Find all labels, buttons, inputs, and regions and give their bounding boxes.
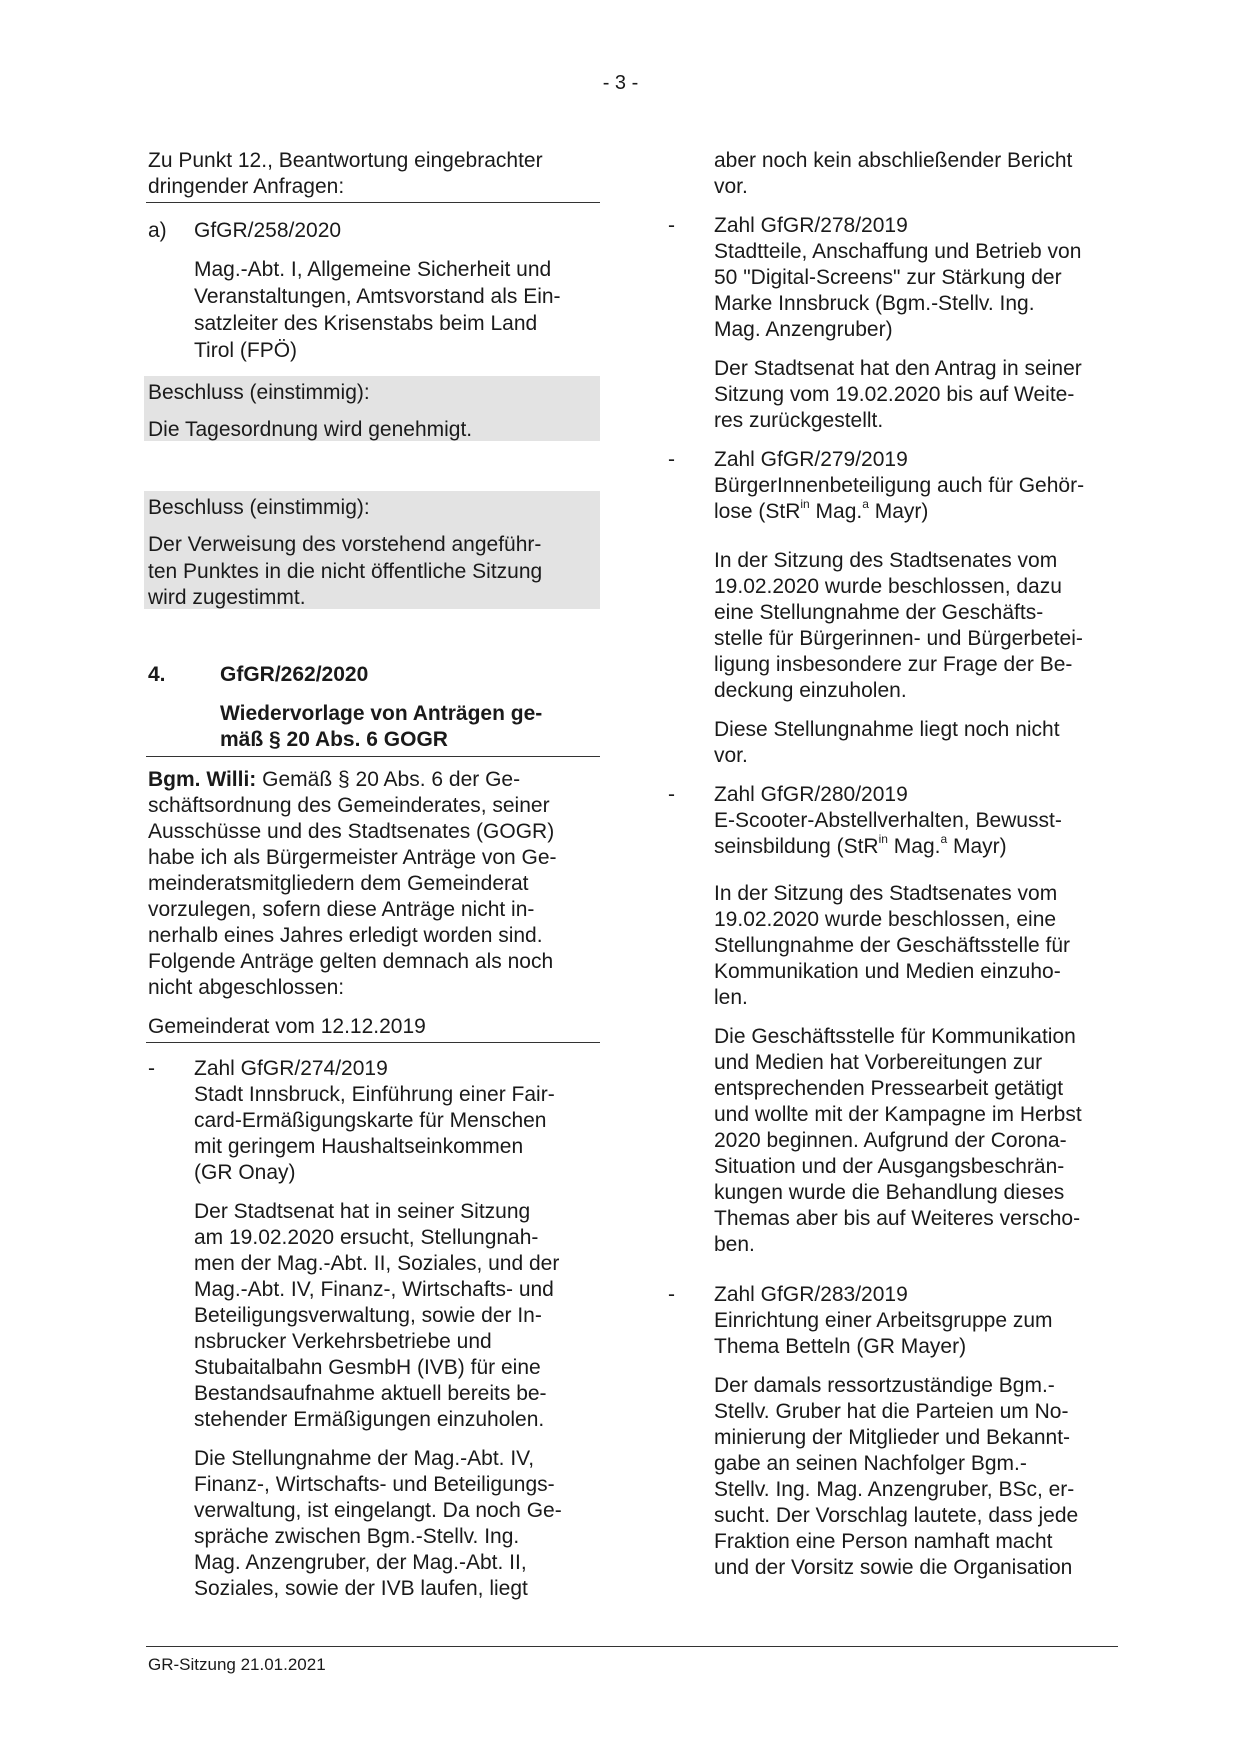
- speech-line: Ausschüsse und des Stadtsenates (GOGR): [148, 820, 555, 843]
- entry-280-paragraph: Themas aber bis auf Weiteres verscho-: [714, 1207, 1081, 1230]
- entry-283-paragraph: Stellv. Gruber hat die Parteien um No-: [714, 1400, 1069, 1423]
- list-dash: -: [668, 783, 675, 806]
- entry-278-paragraph: Sitzung vom 19.02.2020 bis auf Weite-: [714, 383, 1075, 406]
- section-code: GfGR/262/2020: [220, 663, 369, 686]
- entry-278-line: 50 "Digital-Screens" zur Stärkung der: [714, 266, 1062, 289]
- entry-280-line: Zahl GfGR/280/2019: [714, 783, 908, 806]
- item-a-line: Tirol (FPÖ): [194, 339, 298, 362]
- entry-274-line: Stadt Innsbruck, Einführung einer Fair-: [194, 1083, 555, 1106]
- entry-274-line: mit geringem Haushaltseinkommen: [194, 1135, 524, 1158]
- superscript: a: [940, 832, 948, 846]
- entry-274-paragraph: Stubaitalbahn GesmbH (IVB) für eine: [194, 1356, 541, 1379]
- entry-274-paragraph: Beteiligungsverwaltung, sowie der In-: [194, 1304, 542, 1327]
- item-a-line: Veranstaltungen, Amtsvorstand als Ein-: [194, 285, 561, 308]
- entry-274-paragraph: Die Stellungnahme der Mag.-Abt. IV,: [194, 1447, 535, 1470]
- entry-283-line: Zahl GfGR/283/2019: [714, 1283, 908, 1306]
- speech-line: meinderatsmitgliedern dem Gemeinderat: [148, 872, 529, 895]
- entry-278-paragraph: res zurückgestellt.: [714, 409, 884, 432]
- entry-280-paragraph: Situation und der Ausgangsbeschrän-: [714, 1155, 1065, 1178]
- item-a-marker: a): [148, 219, 167, 242]
- speech-line: habe ich als Bürgermeister Anträge von Ge-: [148, 846, 557, 869]
- entry-274-paragraph: am 19.02.2020 ersucht, Stellungnah-: [194, 1226, 539, 1249]
- agenda-heading-line-1: Zu Punkt 12., Beantwortung eingebrachter: [148, 149, 543, 172]
- entry-283-line: Thema Betteln (GR Mayer): [714, 1335, 967, 1358]
- list-dash: -: [148, 1057, 155, 1080]
- entry-274-paragraph: men der Mag.-Abt. II, Soziales, und der: [194, 1252, 560, 1275]
- list-dash: -: [668, 1283, 675, 1306]
- entry-280-paragraph: 19.02.2020 wurde beschlossen, eine: [714, 908, 1057, 931]
- page-number: - 3 -: [602, 72, 639, 94]
- entry-279-line: Zahl GfGR/279/2019: [714, 448, 908, 471]
- beschluss-title: Beschluss (einstimmig):: [148, 381, 370, 404]
- entry-280-paragraph: kungen wurde die Behandlung dieses: [714, 1181, 1065, 1204]
- entry-280-paragraph: len.: [714, 986, 748, 1009]
- continuation-line: aber noch kein abschließender Bericht: [714, 149, 1073, 172]
- beschluss-text: Die Tagesordnung wird genehmigt.: [148, 418, 473, 441]
- entry-278-line: Mag. Anzengruber): [714, 318, 893, 341]
- entry-283-paragraph: Stellv. Ing. Mag. Anzengruber, BSc, er-: [714, 1478, 1075, 1501]
- beschluss-text: ten Punktes in die nicht öffentliche Sitzung: [148, 560, 543, 583]
- entry-280-paragraph: In der Sitzung des Stadtsenates vom: [714, 882, 1058, 905]
- item-a-line: satzleiter des Krisenstabs beim Land: [194, 312, 538, 335]
- agenda-heading-line-2: dringender Anfragen:: [148, 175, 345, 198]
- entry-283-line: Einrichtung einer Arbeitsgruppe zum: [714, 1309, 1053, 1332]
- text-part: Mayr): [947, 835, 1007, 858]
- entry-283-paragraph: gabe an seinen Nachfolger Bgm.-: [714, 1452, 1027, 1475]
- entry-283-paragraph: Fraktion eine Person namhaft macht: [714, 1530, 1053, 1553]
- entry-280-line: [714, 834, 1007, 860]
- entry-280-paragraph: entsprechenden Pressearbeit getätigt: [714, 1077, 1064, 1100]
- text-part: seinsbildung (StR: [714, 835, 879, 858]
- entry-279-paragraph: In der Sitzung des Stadtsenates vom: [714, 549, 1058, 572]
- entry-274-paragraph: stehender Ermäßigungen einzuholen.: [194, 1408, 545, 1431]
- entry-280-paragraph: ben.: [714, 1233, 755, 1256]
- entry-283-paragraph: und der Vorsitz sowie die Organisation: [714, 1556, 1073, 1579]
- entry-280-line: E-Scooter-Abstellverhalten, Bewusst-: [714, 809, 1062, 832]
- continuation-line: vor.: [714, 175, 748, 198]
- beschluss-text: wird zugestimmt.: [148, 586, 306, 609]
- subheading: Gemeinderat vom 12.12.2019: [148, 1015, 426, 1038]
- entry-278-paragraph: Der Stadtsenat hat den Antrag in seiner: [714, 357, 1082, 380]
- speech-line: vorzulegen, sofern diese Anträge nicht in-: [148, 898, 535, 921]
- entry-280-paragraph: und wollte mit der Kampagne im Herbst: [714, 1103, 1082, 1126]
- entry-274-paragraph: Mag. Anzengruber, der Mag.-Abt. II,: [194, 1551, 527, 1574]
- text-part: Mayr): [868, 500, 929, 523]
- entry-280-paragraph: Stellungnahme der Geschäftsstelle für: [714, 934, 1071, 957]
- entry-279-paragraph: 19.02.2020 wurde beschlossen, dazu: [714, 575, 1062, 598]
- entry-279-paragraph: Diese Stellungnahme liegt noch nicht: [714, 718, 1060, 741]
- entry-274-paragraph: nsbrucker Verkehrsbetriebe und: [194, 1330, 492, 1353]
- item-a-line: Mag.-Abt. I, Allgemeine Sicherheit und: [194, 258, 552, 281]
- list-dash: -: [668, 214, 675, 237]
- text-part: lose (StR: [714, 500, 801, 523]
- entry-279-paragraph: eine Stellungnahme der Geschäfts-: [714, 601, 1044, 624]
- entry-274-paragraph: verwaltung, ist eingelangt. Da noch Ge-: [194, 1499, 562, 1522]
- beschluss-title: Beschluss (einstimmig):: [148, 496, 370, 519]
- entry-283-paragraph: minierung der Mitglieder und Bekannt-: [714, 1426, 1071, 1449]
- section-title-line-1: Wiedervorlage von Anträgen ge-: [220, 702, 543, 725]
- entry-279-paragraph: deckung einzuholen.: [714, 679, 907, 702]
- entry-274-paragraph: Der Stadtsenat hat in seiner Sitzung: [194, 1200, 531, 1223]
- section-title-line-2: mäß § 20 Abs. 6 GOGR: [220, 728, 448, 751]
- beschluss-text: Der Verweisung des vorstehend angeführ-: [148, 533, 542, 556]
- entry-279-line: [714, 499, 928, 525]
- entry-280-paragraph: und Medien hat Vorbereitungen zur: [714, 1051, 1043, 1074]
- entry-274-paragraph: Bestandsaufnahme aktuell bereits be-: [194, 1382, 547, 1405]
- speech-first-text: Gemäß § 20 Abs. 6 der Ge-: [256, 768, 521, 791]
- entry-274-line: Zahl GfGR/274/2019: [194, 1057, 388, 1080]
- entry-279-paragraph: stelle für Bürgerinnen- und Bürgerbetei-: [714, 627, 1083, 650]
- entry-274-paragraph: Mag.-Abt. IV, Finanz-, Wirtschafts- und: [194, 1278, 554, 1301]
- entry-274-line: (GR Onay): [194, 1161, 296, 1184]
- speech-line: schäftsordnung des Gemeinderates, seiner: [148, 794, 550, 817]
- superscript: in: [800, 497, 810, 511]
- entry-283-paragraph: sucht. Der Vorschlag lautete, dass jede: [714, 1504, 1079, 1527]
- list-dash: -: [668, 448, 675, 471]
- speaker-name: Bgm. Willi:: [148, 768, 257, 791]
- entry-278-line: Stadtteile, Anschaffung und Betrieb von: [714, 240, 1082, 263]
- speech-line: nicht abgeschlossen:: [148, 976, 345, 999]
- entry-279-paragraph: ligung insbesondere zur Frage der Be-: [714, 653, 1073, 676]
- item-a-number: GfGR/258/2020: [194, 219, 342, 242]
- speech-line: nerhalb eines Jahres erledigt worden sind.: [148, 924, 543, 947]
- speech-line: Folgende Anträge gelten demnach als noch: [148, 950, 554, 973]
- entry-283-paragraph: Der damals ressortzuständige Bgm.-: [714, 1374, 1055, 1397]
- section-number: 4.: [148, 663, 166, 686]
- entry-274-paragraph: spräche zwischen Bgm.-Stellv. Ing.: [194, 1525, 520, 1548]
- text-part: Mag.: [809, 500, 863, 523]
- text-part: Mag.: [887, 835, 941, 858]
- footer-text: GR-Sitzung 21.01.2021: [148, 1655, 326, 1674]
- entry-280-paragraph: Kommunikation und Medien einzuho-: [714, 960, 1061, 983]
- entry-274-paragraph: Soziales, sowie der IVB laufen, liegt: [194, 1577, 528, 1600]
- entry-274-paragraph: Finanz-, Wirtschafts- und Beteiligungs-: [194, 1473, 555, 1496]
- entry-280-paragraph: 2020 beginnen. Aufgrund der Corona-: [714, 1129, 1067, 1152]
- entry-279-paragraph: vor.: [714, 744, 748, 767]
- entry-280-paragraph: Die Geschäftsstelle für Kommunikation: [714, 1025, 1076, 1048]
- entry-274-line: card-Ermäßigungskarte für Menschen: [194, 1109, 547, 1132]
- superscript: in: [878, 832, 888, 846]
- entry-278-line: Marke Innsbruck (Bgm.-Stellv. Ing.: [714, 292, 1035, 315]
- entry-279-line: BürgerInnenbeteiligung auch für Gehör-: [714, 474, 1085, 497]
- superscript: a: [862, 497, 869, 511]
- footer-rule: [146, 1646, 1118, 1647]
- entry-278-line: Zahl GfGR/278/2019: [714, 214, 908, 237]
